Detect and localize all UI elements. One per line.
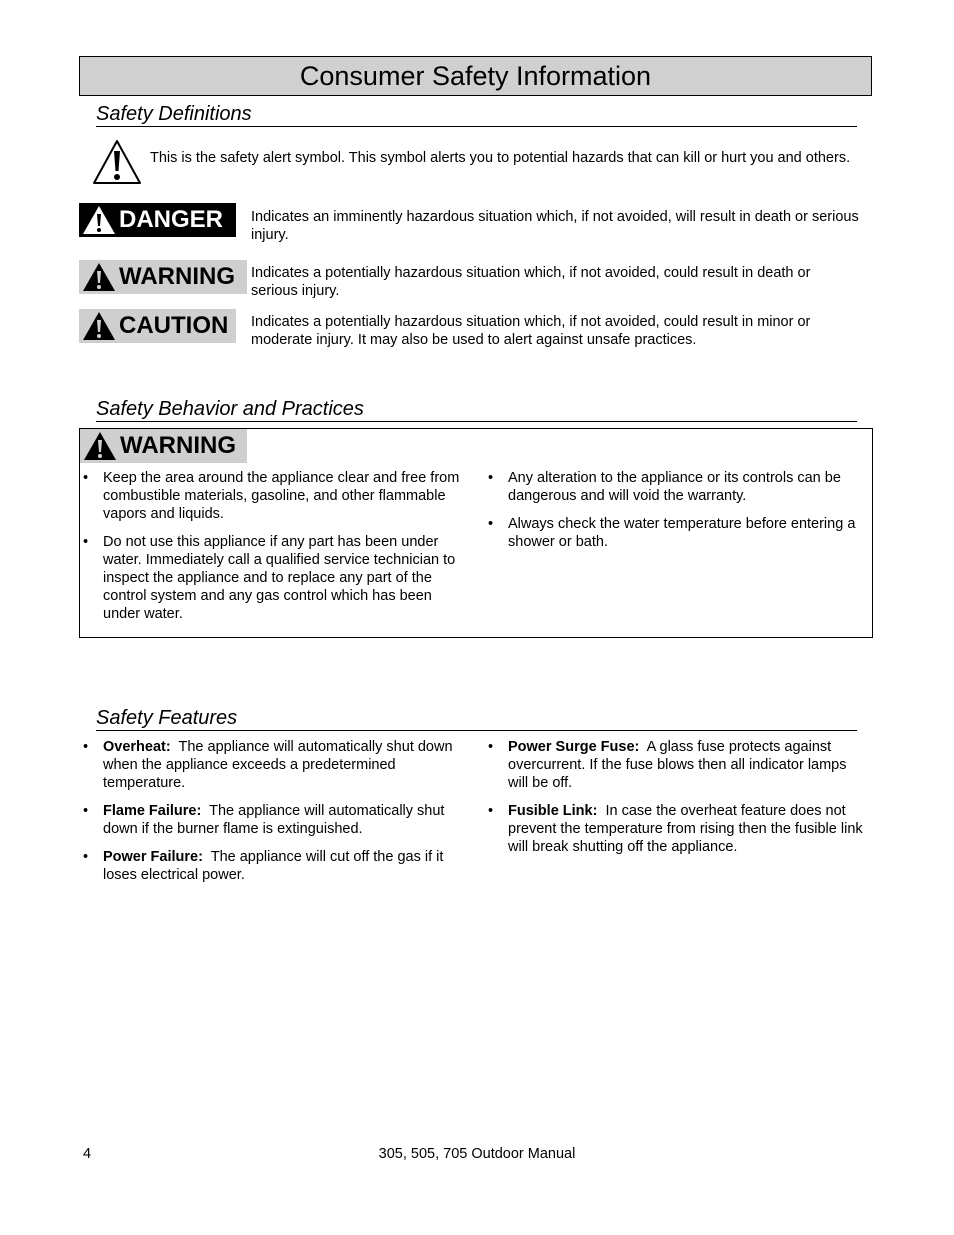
page-number: 4	[83, 1146, 92, 1162]
behavior-warning-label-text: WARNING	[120, 432, 236, 459]
list-item: • Any alteration to the appliance or its controls can be dangerous and will void the warranty.	[485, 469, 872, 505]
danger-label	[79, 203, 236, 237]
list-item: • Keep the area around the appliance clear and free from combustible materials, gasoline, and other flammable vapors and liquids.	[80, 469, 470, 523]
feature-text: The appliance will cut off the gas if it loses electrical power.	[103, 849, 444, 883]
behavior-warning-label	[80, 429, 247, 463]
list-item	[80, 802, 470, 838]
danger-description: Indicates an imminently hazardous situation which, if not avoided, will result in death or serious injury.	[251, 209, 859, 243]
list-item: • Do not use this appliance if any part has been under water. Immediately call a qualified service technician to inspect the appliance and to replace any part of the control system and any gas control which has been under water.	[80, 533, 470, 623]
caution-label-text: CAUTION	[119, 312, 229, 339]
danger-label-text: DANGER	[119, 206, 224, 233]
behavior-list-left	[80, 469, 470, 633]
behavior-warning-icon	[83, 431, 117, 461]
warning-alert-icon	[82, 262, 116, 292]
warning-label	[79, 260, 247, 294]
section-heading-definitions: Safety Definitions	[96, 103, 857, 127]
list-item	[80, 848, 470, 884]
features-list-left	[80, 738, 470, 894]
caution-alert-icon	[82, 311, 116, 341]
list-item	[485, 738, 870, 792]
section-heading-features: Safety Features	[96, 707, 857, 731]
danger-alert-icon	[82, 205, 116, 235]
list-item: • Always check the water temperature before entering a shower or bath.	[485, 515, 872, 551]
feature-name: Overheat:	[103, 739, 171, 755]
feature-name: Power Failure:	[103, 849, 203, 865]
feature-text: In case the overheat feature does not prevent the temperature from rising then the fusible link will break shutting off the appliance.	[508, 803, 863, 855]
page-title: Consumer Safety Information	[79, 56, 872, 96]
features-list-right	[485, 738, 870, 866]
feature-text: The appliance will automatically shut down when the appliance exceeds a predetermined temperature.	[103, 739, 453, 791]
caution-description: Indicates a potentially hazardous situation which, if not avoided, could result in minor or moderate injury. It may also be used to alert against unsafe practices.	[251, 314, 811, 348]
feature-text: A glass fuse protects against overcurrent. If the fuse blows then all indicator lamps will be off.	[508, 739, 847, 791]
caution-label	[79, 309, 236, 343]
feature-name: Power Surge Fuse:	[508, 739, 640, 755]
feature-name: Flame Failure:	[103, 803, 202, 819]
section-heading-behavior: Safety Behavior and Practices	[96, 398, 857, 422]
warning-description: Indicates a potentially hazardous situation which, if not avoided, could result in death or serious injury.	[251, 265, 811, 299]
feature-name: Fusible Link:	[508, 803, 598, 819]
alert-symbol-description: This is the safety alert symbol. This symbol alerts you to potential hazards that can kill or hurt you and others.	[150, 150, 851, 166]
warning-label-text: WARNING	[119, 263, 235, 290]
feature-text: The appliance will automatically shut down if the burner flame is extinguished.	[103, 803, 445, 837]
safety-alert-icon	[92, 139, 142, 185]
manual-title: 305, 505, 705 Outdoor Manual	[378, 1146, 576, 1162]
list-item	[80, 738, 470, 792]
list-item	[485, 802, 870, 856]
behavior-list-right	[485, 469, 872, 561]
